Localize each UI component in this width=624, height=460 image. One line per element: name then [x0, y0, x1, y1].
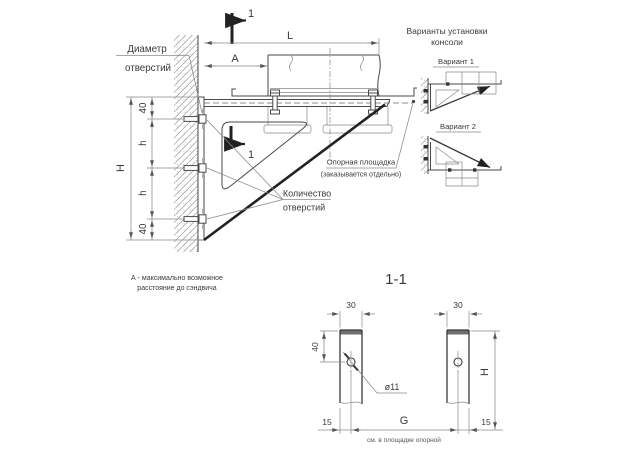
dim-40-section-label: 40: [310, 342, 320, 352]
variants-title-line2: консоли: [431, 37, 463, 47]
variants-title-line1: Варианты установки: [406, 26, 488, 36]
section-mark-bottom-label: 1: [247, 149, 255, 161]
dim-H-section-label: H: [479, 368, 491, 376]
dim-30-right: [434, 300, 482, 328]
hole-count-line1: Количество: [282, 188, 332, 199]
section-mark-top: [232, 8, 254, 44]
main-view: [115, 8, 417, 292]
dim-H-main: [115, 97, 131, 240]
dim-L: [204, 30, 379, 54]
dim-H-section: [471, 331, 500, 430]
support-platform-line2: (заказывается отдельно): [320, 171, 402, 179]
dim-L-label: L: [286, 30, 294, 42]
variant-1: [421, 57, 501, 114]
dim-30-right-label: 30: [453, 300, 463, 310]
dim-H-main-label: H: [115, 164, 127, 172]
wall-plate: [184, 97, 206, 240]
console-arm: [204, 100, 412, 107]
dim-h-lower-label: h: [138, 190, 149, 196]
variant-1-pipe: [446, 72, 496, 94]
dim-40-bottom-label: 40: [138, 223, 149, 235]
section-mark-top-label: 1: [247, 8, 255, 20]
variant-2-label: Вариант 2: [440, 122, 476, 131]
hole-diameter-line2: отверстий: [124, 63, 172, 74]
see-note: см. в площадке опорной: [367, 437, 441, 444]
dim-bottom-chain: [318, 370, 503, 444]
dim-30-left: [327, 300, 375, 328]
section-mark-bottom: [231, 126, 254, 161]
variant-2-pipe: [446, 162, 478, 186]
note-line1: А - максимально возможное: [131, 275, 223, 282]
platform-bolt-left: [271, 90, 280, 114]
variant-2: [421, 122, 501, 186]
dim-40-top-label: 40: [138, 102, 149, 114]
section-title: 1-1: [385, 271, 407, 288]
installation-variants: [407, 26, 502, 186]
pipe-socket-right: [323, 107, 392, 133]
dim-h-upper-label: h: [138, 140, 149, 146]
note-line2: расстояние до сэндвича: [137, 285, 217, 292]
hole-diameter-line1: Диаметр: [127, 44, 167, 55]
hole-diameter-value: ø11: [384, 382, 400, 392]
dim-A-label: A: [231, 53, 239, 65]
dim-15-left-label: 15: [322, 417, 332, 427]
variant-1-label: Вариант 1: [438, 57, 474, 66]
hole-count-line2: отверстий: [282, 202, 326, 213]
dim-30-left-label: 30: [346, 300, 356, 310]
note-dimension-A: [131, 275, 223, 292]
dim-15-right-label: 15: [481, 417, 491, 427]
section-1-1: [310, 271, 503, 444]
support-platform: [232, 88, 417, 96]
label-support-platform: [321, 100, 415, 179]
label-hole-count: [207, 120, 331, 219]
dim-A: [204, 53, 268, 66]
dim-G-label: G: [399, 415, 409, 427]
support-platform-line1: Опорная площадка: [326, 157, 396, 167]
